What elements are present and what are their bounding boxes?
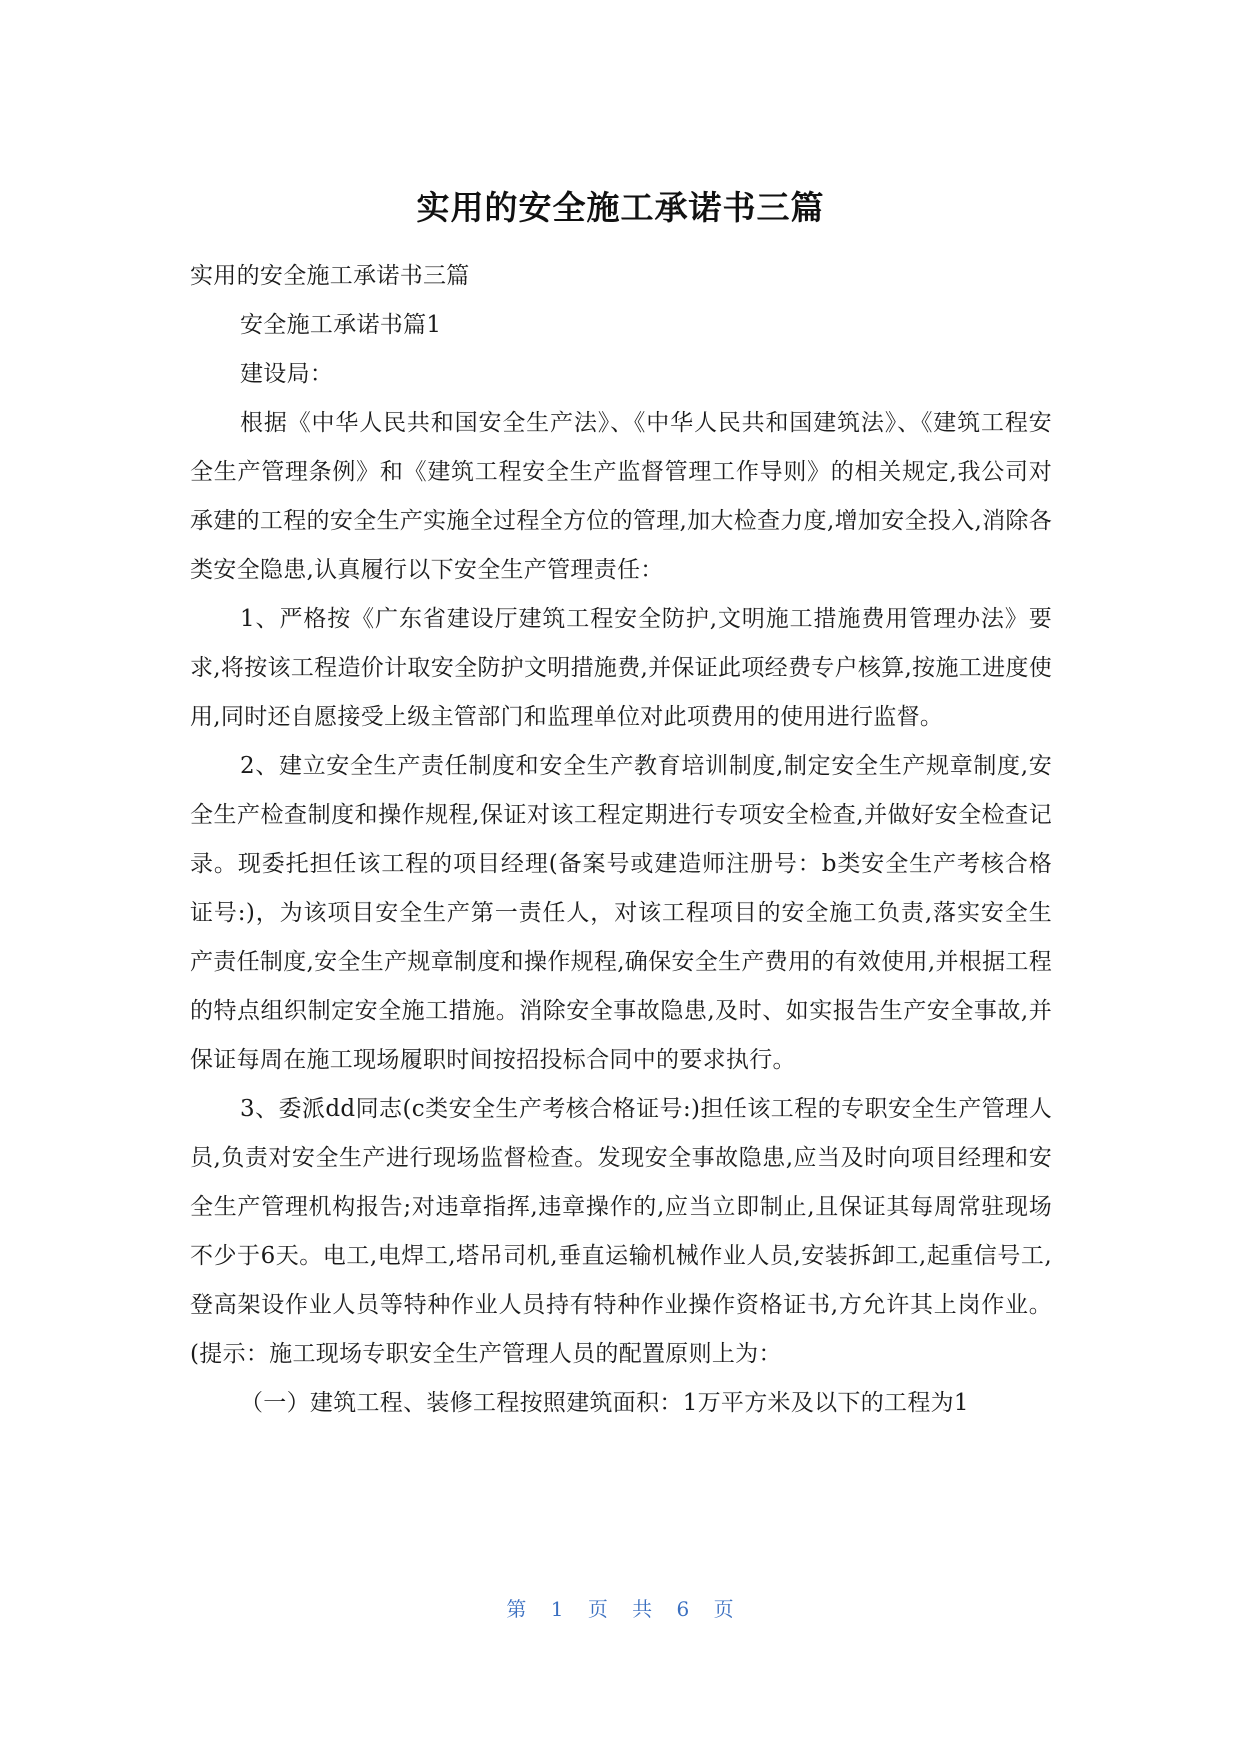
page-number-footer bbox=[0, 1593, 1241, 1622]
footer-label-of: 页 bbox=[587, 1597, 609, 1621]
footer-label-page: 第 bbox=[506, 1597, 528, 1621]
body-paragraph: 3、委派dd同志(c类安全生产考核合格证号:)担任该工程的专职安全生产管理人员,负责对安全生产进行现场监督检查。发现安全事故隐患,应当及时向项目经理和安全生产管理机构报告;对违章指挥,违章操作的,应当立即制止,且保证其每周常驻现场不少于6天。电工,电焊工,塔吊司机,垂直运输机械作业人员,安装拆卸工,起重信号工,登高架设作业人员等特种作业人员持有特种作业操作资格证书,方允许其上岗作业。(提示：施工现场专职安全生产管理人员的配置原则上为： bbox=[190, 1096, 1052, 1367]
body-paragraph: 1、严格按《广东省建设厅建筑工程安全防护,文明施工措施费用管理办法》要求,将按该工程造价计取安全防护文明措施费,并保证此项经费专户核算,按施工进度使用,同时还自愿接受上级主管部门和监理单位对此项费用的使用进行监督。 bbox=[190, 606, 1052, 730]
subtitle-paragraph: 实用的安全施工承诺书三篇 bbox=[190, 263, 470, 289]
addressee: 建设局： bbox=[240, 361, 334, 387]
document-body bbox=[190, 252, 1052, 1428]
body-paragraph: （一）建筑工程、装修工程按照建筑面积：1万平方米及以下的工程为1 bbox=[240, 1390, 969, 1416]
footer-total-pages: 6 bbox=[676, 1597, 691, 1621]
footer-label-pages: 页 bbox=[713, 1597, 735, 1621]
section-heading: 安全施工承诺书篇1 bbox=[240, 312, 442, 338]
footer-current-page: 1 bbox=[550, 1597, 565, 1621]
footer-label-total: 共 bbox=[632, 1597, 654, 1621]
body-paragraph: 根据《中华人民共和国安全生产法》、《中华人民共和国建筑法》、《建筑工程安全生产管理条例》和《建筑工程安全生产监督管理工作导则》的相关规定,我公司对承建的工程的安全生产实施全过程全方位的管理,加大检查力度,增加安全投入,消除各类安全隐患,认真履行以下安全生产管理责任： bbox=[190, 410, 1052, 583]
document-title: 实用的安全施工承诺书三篇 bbox=[416, 188, 825, 227]
body-paragraph: 2、建立安全生产责任制度和安全生产教育培训制度,制定安全生产规章制度,安全生产检查制度和操作规程,保证对该工程定期进行专项安全检查,并做好安全检查记录。现委托担任该工程的项目经理(备案号或建造师注册号：b类安全生产考核合格证号:)，为该项目安全生产第一责任人，对该工程项目的安全施工负责,落实安全生产责任制度,安全生产规章制度和操作规程,确保安全生产费用的有效使用,并根据工程的特点组织制定安全施工措施。消除安全事故隐患,及时、如实报告生产安全事故,并保证每周在施工现场履职时间按招投标合同中的要求执行。 bbox=[190, 753, 1052, 1073]
